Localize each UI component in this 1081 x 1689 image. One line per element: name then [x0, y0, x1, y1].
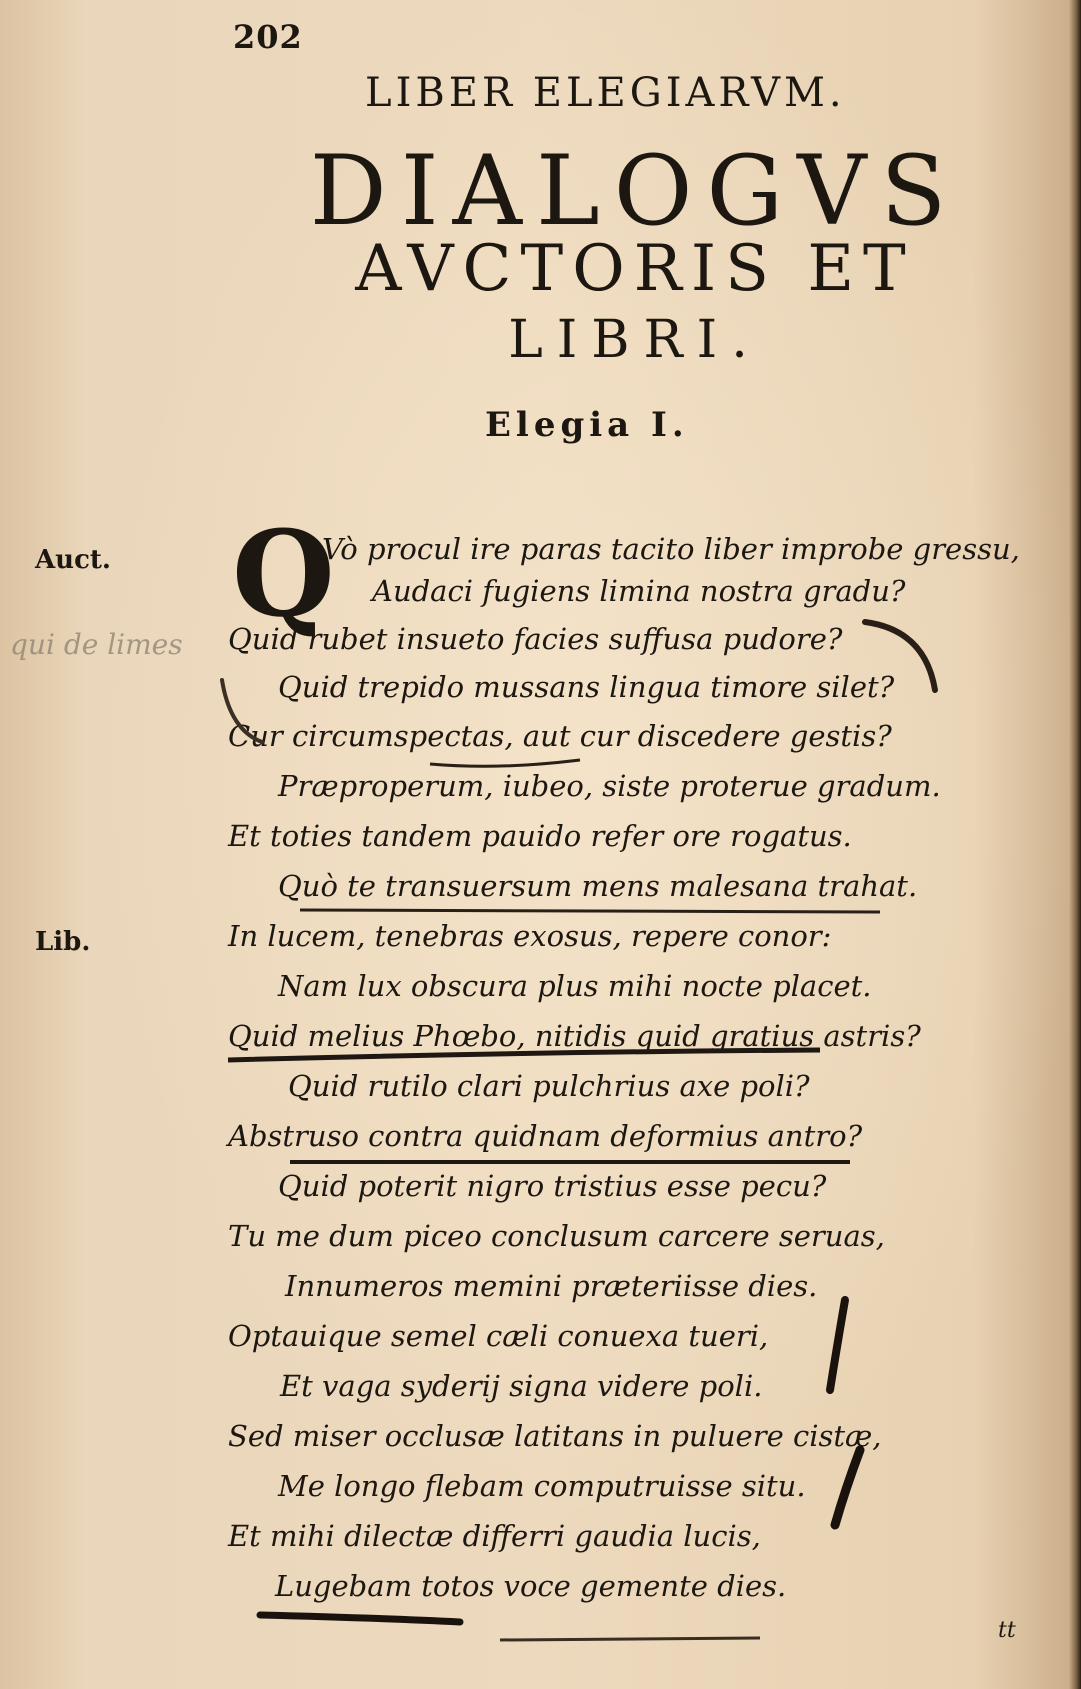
- verse-line-2: Audaci fugiens limina nostra gradu?: [372, 574, 906, 608]
- bottom-margin-mark: tt: [998, 1618, 1016, 1643]
- verse-line-20: Me longo flebam computruisse situ.: [278, 1469, 806, 1503]
- verse-line-8: Quò te transuersum mens malesana trahat.: [278, 869, 918, 903]
- underline-circumspectas: [430, 760, 580, 766]
- verse-line-12: Quid rutilo clari pulchrius axe poli?: [288, 1069, 810, 1103]
- title-line-1: DIALOGVS: [309, 135, 961, 247]
- title-line-2: AVCTORIS ET: [355, 232, 915, 306]
- underline-transuersum: [300, 910, 880, 912]
- margin-handwritten-note: qui de limes: [10, 628, 183, 661]
- verse-line-1: Vò procul ire paras tacito liber improbe gressu,: [322, 532, 1020, 566]
- bracket-mark-left: [222, 680, 262, 742]
- margin-stroke-upper: [830, 1300, 845, 1390]
- verse-line-7: Et toties tandem pauido refer ore rogatus.: [228, 819, 852, 853]
- verse-line-22: Lugebam totos voce gemente dies.: [275, 1569, 787, 1603]
- verse-line-19: Sed miser occlusæ latitans in puluere cistæ,: [228, 1419, 882, 1453]
- running-head: LIBER ELEGIARVM.: [365, 70, 846, 116]
- verse-line-3: Quid rubet insueto facies suffusa pudore?: [228, 622, 843, 656]
- verse-line-15: Tu me dum piceo conclusum carcere seruas,: [228, 1219, 885, 1253]
- verse-line-18: Et vaga syderij signa videre poli.: [280, 1369, 763, 1403]
- verse-line-6: Præproperum, iubeo, siste proterue gradum.: [278, 769, 941, 803]
- verse-line-10: Nam lux obscura plus mihi nocte placet.: [278, 969, 872, 1003]
- underline-bottom-right: [500, 1638, 760, 1640]
- verse-line-13: Abstruso contra quidnam deformius antro?: [228, 1119, 863, 1153]
- bracket-mark-top: [865, 622, 935, 690]
- verse-line-17: Optauique semel cæli conuexa tueri,: [228, 1319, 769, 1353]
- margin-stroke-lower: [835, 1450, 860, 1525]
- drop-cap-initial: Q: [232, 504, 335, 643]
- section-title: Elegia I.: [485, 405, 689, 445]
- underline-bottom: [260, 1615, 460, 1622]
- verse-line-21: Et mihi dilectæ differri gaudia lucis,: [228, 1519, 761, 1553]
- verse-line-16: Innumeros memini præteriisse dies.: [285, 1269, 818, 1303]
- verse-line-11: Quid melius Phœbo, nitidis quid gratius astris?: [228, 1019, 921, 1053]
- verse-line-4: Quid trepido mussans lingua timore silet?: [278, 670, 895, 704]
- verse-line-5: Cur circumspectas, aut cur discedere gestis?: [228, 719, 892, 753]
- verse-line-14: Quid poterit nigro tristius esse pecu?: [278, 1169, 827, 1203]
- speaker-label-auctor: Auct.: [35, 545, 111, 575]
- verse-line-9: In lucem, tenebras exosus, repere conor:: [228, 919, 832, 953]
- page-number: 202: [233, 18, 303, 56]
- speaker-label-liber: Lib.: [35, 927, 91, 957]
- underline-melius: [228, 1050, 820, 1060]
- title-line-3: LIBRI.: [508, 310, 762, 370]
